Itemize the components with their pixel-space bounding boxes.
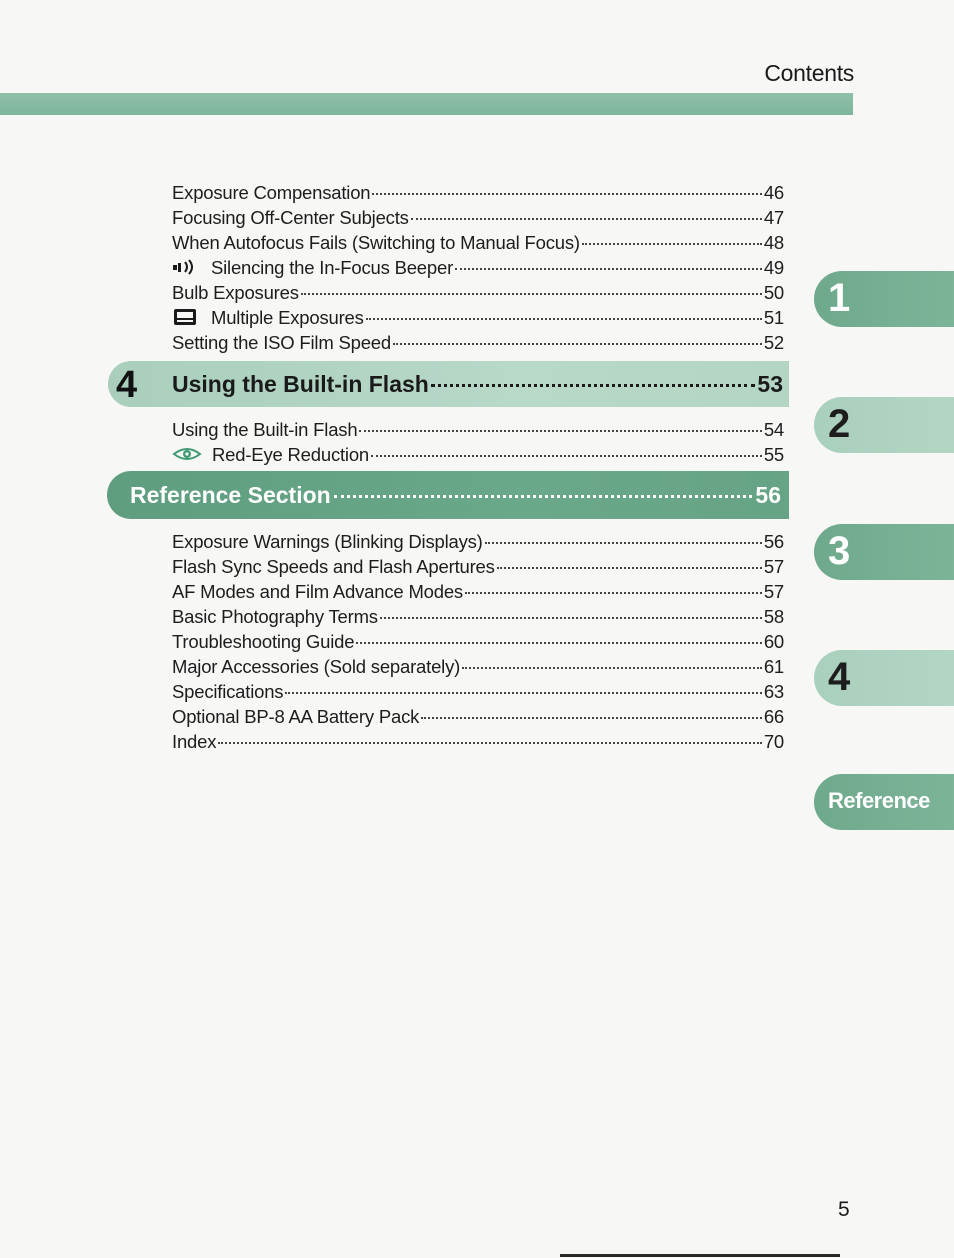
page-number: 5 (838, 1198, 850, 1221)
toc-entry[interactable] (172, 579, 784, 604)
toc-entry[interactable] (172, 654, 784, 679)
toc-entry[interactable] (172, 417, 784, 442)
toc-entry[interactable] (172, 205, 784, 230)
dot-leader (371, 455, 762, 457)
reference-title: Reference Section (130, 482, 331, 508)
dot-leader (356, 642, 762, 644)
toc-entry[interactable] (172, 554, 784, 579)
toc-group-1 (172, 180, 784, 355)
side-tab-label: 1 (828, 276, 851, 320)
toc-entry[interactable] (172, 230, 784, 255)
side-tab-reference[interactable] (814, 774, 954, 830)
side-tab-4[interactable] (814, 650, 954, 706)
side-tab-label: 4 (828, 655, 851, 699)
toc-entry-label: Bulb Exposures (172, 282, 299, 303)
toc-entry[interactable] (172, 604, 784, 629)
toc-entry-label: Exposure Warnings (Blinking Displays) (172, 531, 483, 552)
toc-entry[interactable] (172, 180, 784, 205)
chapter-page: 53 (757, 371, 783, 397)
dot-leader (218, 742, 762, 744)
toc-entry[interactable] (172, 529, 784, 554)
toc-entry-page: 46 (763, 182, 784, 203)
toc-entry-label: Exposure Compensation (172, 182, 371, 203)
dot-leader (334, 495, 753, 498)
dot-leader (462, 667, 762, 669)
side-tab-1[interactable] (814, 271, 954, 327)
dot-leader (431, 384, 756, 387)
toc-entry[interactable] (172, 442, 784, 467)
toc-entry-page: 56 (763, 531, 784, 552)
red-eye-icon (172, 445, 202, 463)
chapter-4-heading[interactable] (108, 361, 789, 407)
dot-leader (359, 430, 761, 432)
toc-entry-page: 47 (763, 207, 784, 228)
side-tab-3[interactable] (814, 524, 954, 580)
toc-entry-label: AF Modes and Film Advance Modes (172, 581, 463, 602)
side-tab-2[interactable] (814, 397, 954, 453)
toc-entry-page: 49 (763, 257, 784, 278)
toc-entry-label: When Autofocus Fails (Switching to Manual Focus) (172, 232, 580, 253)
dot-leader (411, 218, 762, 220)
header-bar (0, 93, 853, 115)
toc-entry-label (172, 442, 369, 467)
toc-entry-label: Using the Built-in Flash (172, 419, 358, 440)
toc-entry-label: Basic Photography Terms (172, 606, 378, 627)
toc-entry[interactable] (172, 679, 784, 704)
bottom-rule (560, 1254, 840, 1257)
dot-leader (485, 542, 762, 544)
chapter-title-line (172, 371, 783, 398)
toc-entry-label (172, 305, 364, 330)
dot-leader (301, 293, 762, 295)
toc-group-2 (172, 417, 784, 467)
toc-entry-page: 52 (763, 332, 784, 353)
toc-entry[interactable] (172, 330, 784, 355)
toc-entry[interactable] (172, 629, 784, 654)
dot-leader (372, 193, 761, 195)
toc-entry-page: 60 (763, 631, 784, 652)
toc-entry-page: 61 (763, 656, 784, 677)
toc-entry-label: Setting the ISO Film Speed (172, 332, 391, 353)
dot-leader (366, 318, 762, 320)
reference-page: 56 (755, 482, 781, 508)
beeper-icon (172, 258, 202, 276)
toc-entry-page: 57 (763, 556, 784, 577)
toc-entry-label (172, 255, 453, 280)
toc-entry-label: Specifications (172, 681, 284, 702)
toc-entry-text: Silencing the In-Focus Beeper (211, 257, 454, 278)
reference-section-heading[interactable] (107, 471, 789, 519)
toc-entry-page: 58 (763, 606, 784, 627)
reference-title-line (130, 482, 781, 509)
toc-entry-label: Flash Sync Speeds and Flash Apertures (172, 556, 495, 577)
side-tab-label: 3 (828, 529, 851, 573)
page-title: Contents (764, 60, 854, 86)
chapter-title: Using the Built-in Flash (172, 371, 429, 397)
toc-entry[interactable] (172, 305, 784, 330)
toc-entry[interactable] (172, 729, 784, 754)
toc-entry[interactable] (172, 280, 784, 305)
toc-entry-page: 70 (763, 731, 784, 752)
dot-leader (465, 592, 762, 594)
toc-entry-label: Index (172, 731, 217, 752)
toc-entry-page: 55 (763, 444, 784, 465)
toc-entry-page: 54 (763, 419, 784, 440)
dot-leader (582, 243, 762, 245)
toc-entry-label: Focusing Off-Center Subjects (172, 207, 409, 228)
dot-leader (380, 617, 762, 619)
toc-entry-page: 57 (763, 581, 784, 602)
dot-leader (455, 268, 762, 270)
toc-entry-page: 66 (763, 706, 784, 727)
toc-entry[interactable] (172, 704, 784, 729)
toc-entry-text: Multiple Exposures (211, 307, 364, 328)
toc-entry-label: Optional BP-8 AA Battery Pack (172, 706, 420, 727)
dot-leader (497, 567, 762, 569)
dot-leader (393, 343, 762, 345)
dot-leader (285, 692, 761, 694)
toc-entry-page: 48 (763, 232, 784, 253)
toc-entry-page: 50 (763, 282, 784, 303)
toc-entry[interactable] (172, 255, 784, 280)
side-tab-label: 2 (828, 402, 851, 446)
side-tab-label: Reference (828, 788, 930, 813)
toc-group-3 (172, 529, 784, 754)
chapter-number: 4 (116, 364, 138, 406)
multiple-exposure-icon (172, 308, 202, 326)
toc-entry-text: Red-Eye Reduction (212, 444, 370, 465)
dot-leader (421, 717, 762, 719)
toc-entry-label: Major Accessories (Sold separately) (172, 656, 461, 677)
toc-entry-page: 63 (763, 681, 784, 702)
toc-entry-label: Troubleshooting Guide (172, 631, 355, 652)
toc-entry-page: 51 (763, 307, 784, 328)
